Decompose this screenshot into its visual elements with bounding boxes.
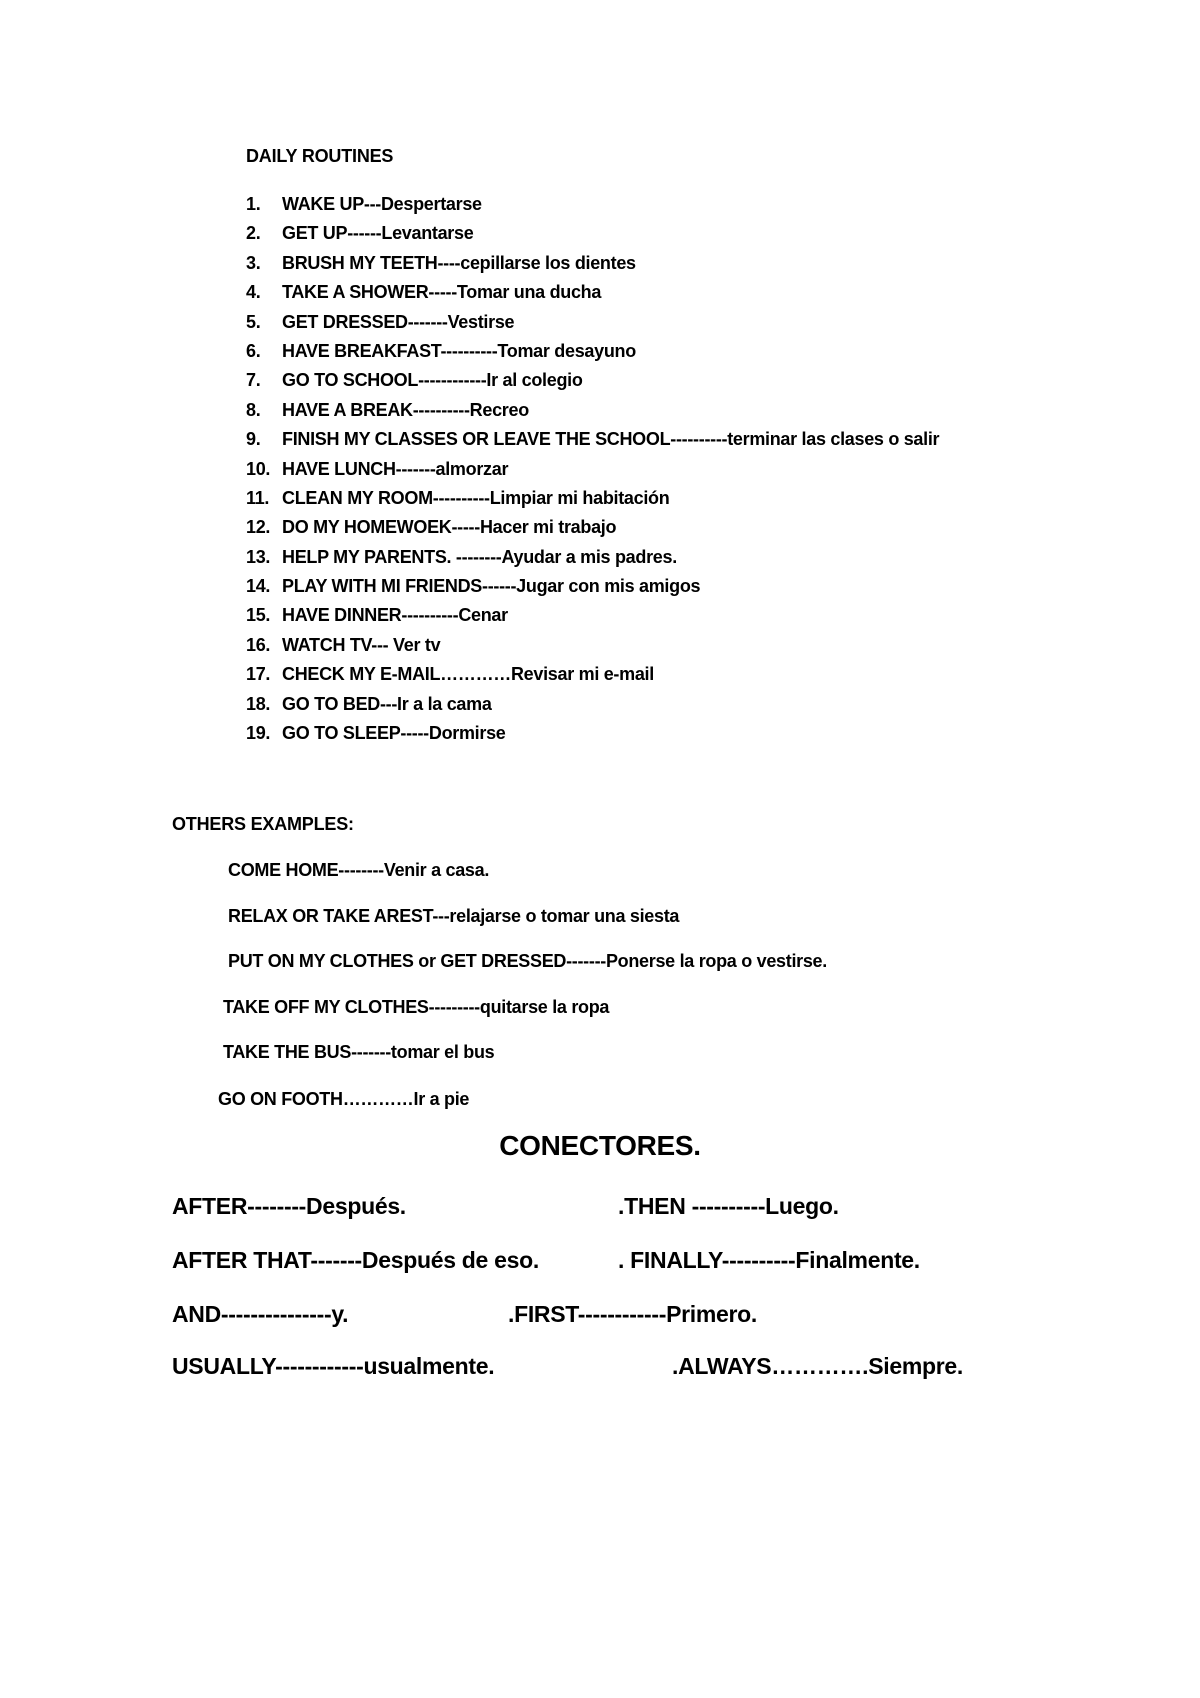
list-item [246,690,939,719]
others-examples-heading: OTHERS EXAMPLES: [172,814,354,834]
list-item [246,190,939,219]
example-line: TAKE THE BUS-------tomar el bus [223,1042,495,1062]
item-text: FINISH MY CLASSES OR LEAVE THE SCHOOL----------terminar las clases o salir [282,429,940,450]
connector-left: USUALLY------------usualmente. [172,1353,495,1379]
connector-right: .FIRST------------Primero. [508,1301,757,1327]
item-number: 17. [246,664,271,685]
item-number: 18. [246,693,271,714]
item-number: 9. [246,429,261,450]
item-text: GET UP------Levantarse [282,223,474,244]
list-item [246,249,939,278]
list-item [246,308,939,337]
item-number: 16. [246,634,271,655]
routine-list [246,190,939,748]
item-text: GO TO SLEEP-----Dormirse [282,723,506,744]
item-number: 12. [246,517,271,538]
item-number: 10. [246,458,271,479]
item-number: 14. [246,576,271,597]
list-item [246,660,939,689]
list-item [246,631,939,660]
item-text: PLAY WITH MI FRIENDS------Jugar con mis amigos [282,576,701,597]
list-item [246,719,939,748]
item-number: 8. [246,399,261,420]
item-number: 2. [246,223,261,244]
list-item [246,425,939,454]
item-text: HELP MY PARENTS. --------Ayudar a mis padres. [282,546,677,567]
item-text: TAKE A SHOWER-----Tomar una ducha [282,282,602,303]
item-number: 11. [246,487,270,508]
item-number: 7. [246,370,261,391]
list-item [246,543,939,572]
item-text: GO TO SCHOOL------------Ir al colegio [282,370,583,391]
list-item [246,484,939,513]
item-number: 5. [246,311,261,332]
list-item [246,278,939,307]
list-item [246,366,939,395]
item-number: 1. [246,194,261,214]
item-text: WAKE UP---Despertarse [282,194,482,214]
list-item [246,455,939,484]
example-line: PUT ON MY CLOTHES or GET DRESSED-------Ponerse la ropa o vestirse. [228,951,827,971]
example-line: GO ON FOOTH…………Ir a pie [218,1089,470,1109]
list-item [246,337,939,366]
list-item [246,396,939,425]
item-number: 15. [246,605,271,626]
connector-left: AFTER THAT-------Después de eso. [172,1247,539,1273]
connector-right: .THEN ----------Luego. [618,1193,839,1219]
connector-right: .ALWAYS………….Siempre. [672,1353,963,1379]
example-line: COME HOME--------Venir a casa. [228,860,490,880]
item-text: HAVE DINNER----------Cenar [282,605,508,626]
item-text: CLEAN MY ROOM----------Limpiar mi habitación [282,487,670,508]
item-text: CHECK MY E-MAIL…………Revisar mi e-mail [282,664,654,685]
connector-right: . FINALLY----------Finalmente. [618,1247,920,1273]
list-item [246,513,939,542]
item-text: GO TO BED---Ir a la cama [282,693,492,714]
item-number: 6. [246,340,261,361]
item-text: HAVE A BREAK----------Recreo [282,399,529,420]
item-text: DO MY HOMEWOEK-----Hacer mi trabajo [282,517,617,538]
example-line: RELAX OR TAKE AREST---relajarse o tomar una siesta [228,906,680,926]
item-text: BRUSH MY TEETH----cepillarse los dientes [282,252,636,273]
item-text: WATCH TV--- Ver tv [282,634,441,655]
item-text: HAVE LUNCH-------almorzar [282,458,509,479]
item-number: 4. [246,282,261,303]
list-item [246,219,939,248]
item-number: 3. [246,252,261,273]
example-line: TAKE OFF MY CLOTHES---------quitarse la ropa [223,997,610,1017]
list-item [246,572,939,601]
conectores-title: CONECTORES. [499,1130,701,1161]
item-number: 13. [246,546,271,567]
connector-left: AFTER--------Después. [172,1193,406,1219]
item-text: GET DRESSED-------Vestirse [282,311,515,332]
connector-left: AND---------------y. [172,1301,349,1327]
item-number: 19. [246,723,271,744]
list-item [246,601,939,630]
daily-routines-title: DAILY ROUTINES [246,146,394,166]
item-text: HAVE BREAKFAST----------Tomar desayuno [282,340,636,361]
